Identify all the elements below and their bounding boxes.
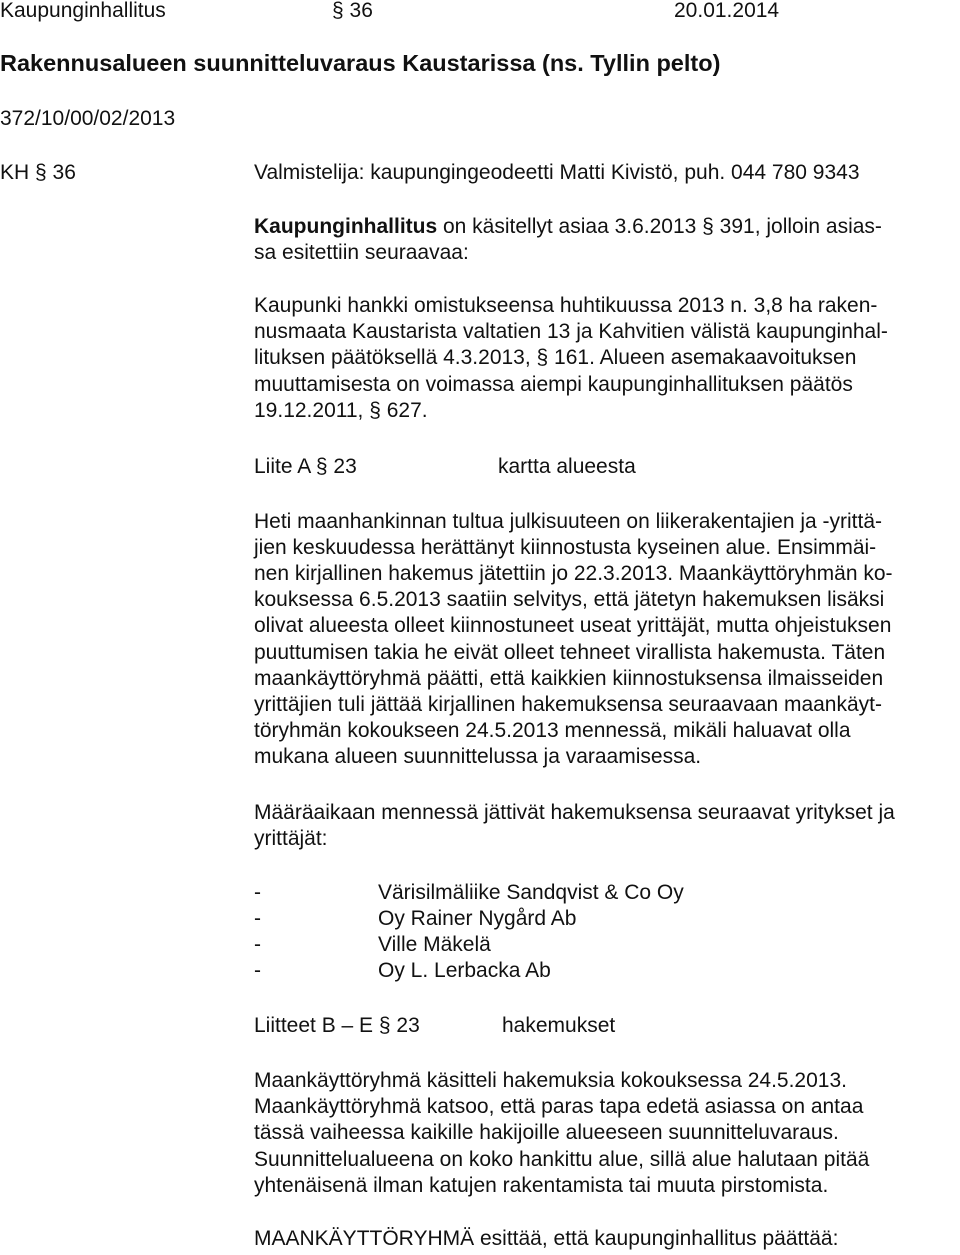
- para4-line: tässä vaiheessa kaikille hakijoille alueeseen suunnitteluvaraus.: [254, 1121, 839, 1144]
- para2-line: mukana alueen suunnittelussa ja varaamisessa.: [254, 745, 702, 768]
- list-item-dash: -: [254, 959, 261, 982]
- list-item-dash: -: [254, 907, 261, 930]
- preparer: Valmistelija: kaupungingeodeetti Matti Kivistö, puh. 044 780 9343: [254, 161, 860, 184]
- para2-line: töryhmän kokoukseen 24.5.2013 mennessä, mikäli haluavat olla: [254, 719, 851, 742]
- attachment-be-text: hakemukset: [502, 1014, 616, 1037]
- para1-line: lituksen päätöksellä 4.3.2013, § 161. Alueen asemakaavoituksen: [254, 346, 857, 369]
- para4-line: Maankäyttöryhmä katsoo, että paras tapa edetä asiassa on antaa: [254, 1095, 864, 1118]
- list-item: Värisilmäliike Sandqvist & Co Oy: [378, 881, 684, 904]
- para4-line: yhtenäisenä ilman katujen rakentamista tai muuta pirstomista.: [254, 1174, 829, 1197]
- para2-line: yrittäjien tuli jättää kirjallinen hakemuksensa seuraavaan maankäyt-: [254, 693, 882, 716]
- attachment-be-label: Liitteet B – E § 23: [254, 1014, 420, 1037]
- case-number: 372/10/00/02/2013: [0, 107, 176, 130]
- page-title: Rakennusalueen suunnitteluvaraus Kaustarissa (ns. Tyllin pelto): [0, 50, 721, 76]
- header-date: 20.01.2014: [674, 0, 780, 22]
- para2-line: puuttumisen takia he eivät olleet tehneet virallista hakemusta. Täten: [254, 641, 886, 664]
- list-item-dash: -: [254, 933, 261, 956]
- para2-line: nen kirjallinen hakemus jätettiin jo 22.3.2013. Maankäyttöryhmän ko-: [254, 562, 893, 585]
- list-item: Oy L. Lerbacka Ab: [378, 959, 551, 982]
- para1-line: 19.12.2011, § 627.: [254, 399, 428, 422]
- para2-line: Heti maanhankinnan tultua julkisuuteen on liikerakentajien ja -yrittä-: [254, 510, 883, 533]
- para3-line: Määräaikaan mennessä jättivät hakemuksensa seuraavat yritykset ja: [254, 801, 895, 824]
- para1-line: muuttamisesta on voimassa aiempi kaupunginhallituksen päätös: [254, 373, 853, 396]
- attachment-a-text: kartta alueesta: [498, 455, 636, 478]
- list-item: Ville Mäkelä: [378, 933, 491, 956]
- para2-line: olivat alueesta olleet kiinnostuneet useat yrittäjät, mutta ohjeistuksen: [254, 614, 892, 637]
- header-organ: Kaupunginhallitus: [0, 0, 166, 22]
- attachment-a-label: Liite A § 23: [254, 455, 357, 478]
- para1-line: Kaupunki hankki omistukseensa huhtikuussa 2013 n. 3,8 ha raken-: [254, 294, 878, 317]
- kh-label: KH § 36: [0, 161, 76, 184]
- intro-line-2: sa esitettiin seuraavaa:: [254, 241, 469, 264]
- intro-line-1: [254, 214, 882, 240]
- para3-line: yrittäjät:: [254, 827, 328, 850]
- header-section: § 36: [332, 0, 373, 22]
- intro-lead: Kaupunginhallitus: [254, 215, 438, 238]
- list-item-dash: -: [254, 881, 261, 904]
- para2-line: maankäyttöryhmä päätti, että kaikkien kiinnostuksensa ilmaisseiden: [254, 667, 884, 690]
- para4-line: Suunnittelualueena on koko hankittu alue, sillä alue halutaan pitää: [254, 1148, 870, 1171]
- para2-line: jien keskuudessa herättänyt kiinnostusta kyseinen alue. Ensimmäi-: [254, 536, 877, 559]
- final-proposal-line: MAANKÄYTTÖRYHMÄ esittää, että kaupunginhallitus päättää:: [254, 1227, 839, 1250]
- intro-rest: on käsitellyt asiaa 3.6.2013 § 391, jolloin asias-: [437, 215, 882, 238]
- para1-line: nusmaata Kaustarista valtatien 13 ja Kahvitien välistä kaupunginhal-: [254, 320, 888, 343]
- list-item: Oy Rainer Nygård Ab: [378, 907, 577, 930]
- para2-line: kouksessa 6.5.2013 saatiin selvitys, että jätetyn hakemuksen lisäksi: [254, 588, 885, 611]
- para4-line: Maankäyttöryhmä käsitteli hakemuksia kokouksessa 24.5.2013.: [254, 1069, 847, 1092]
